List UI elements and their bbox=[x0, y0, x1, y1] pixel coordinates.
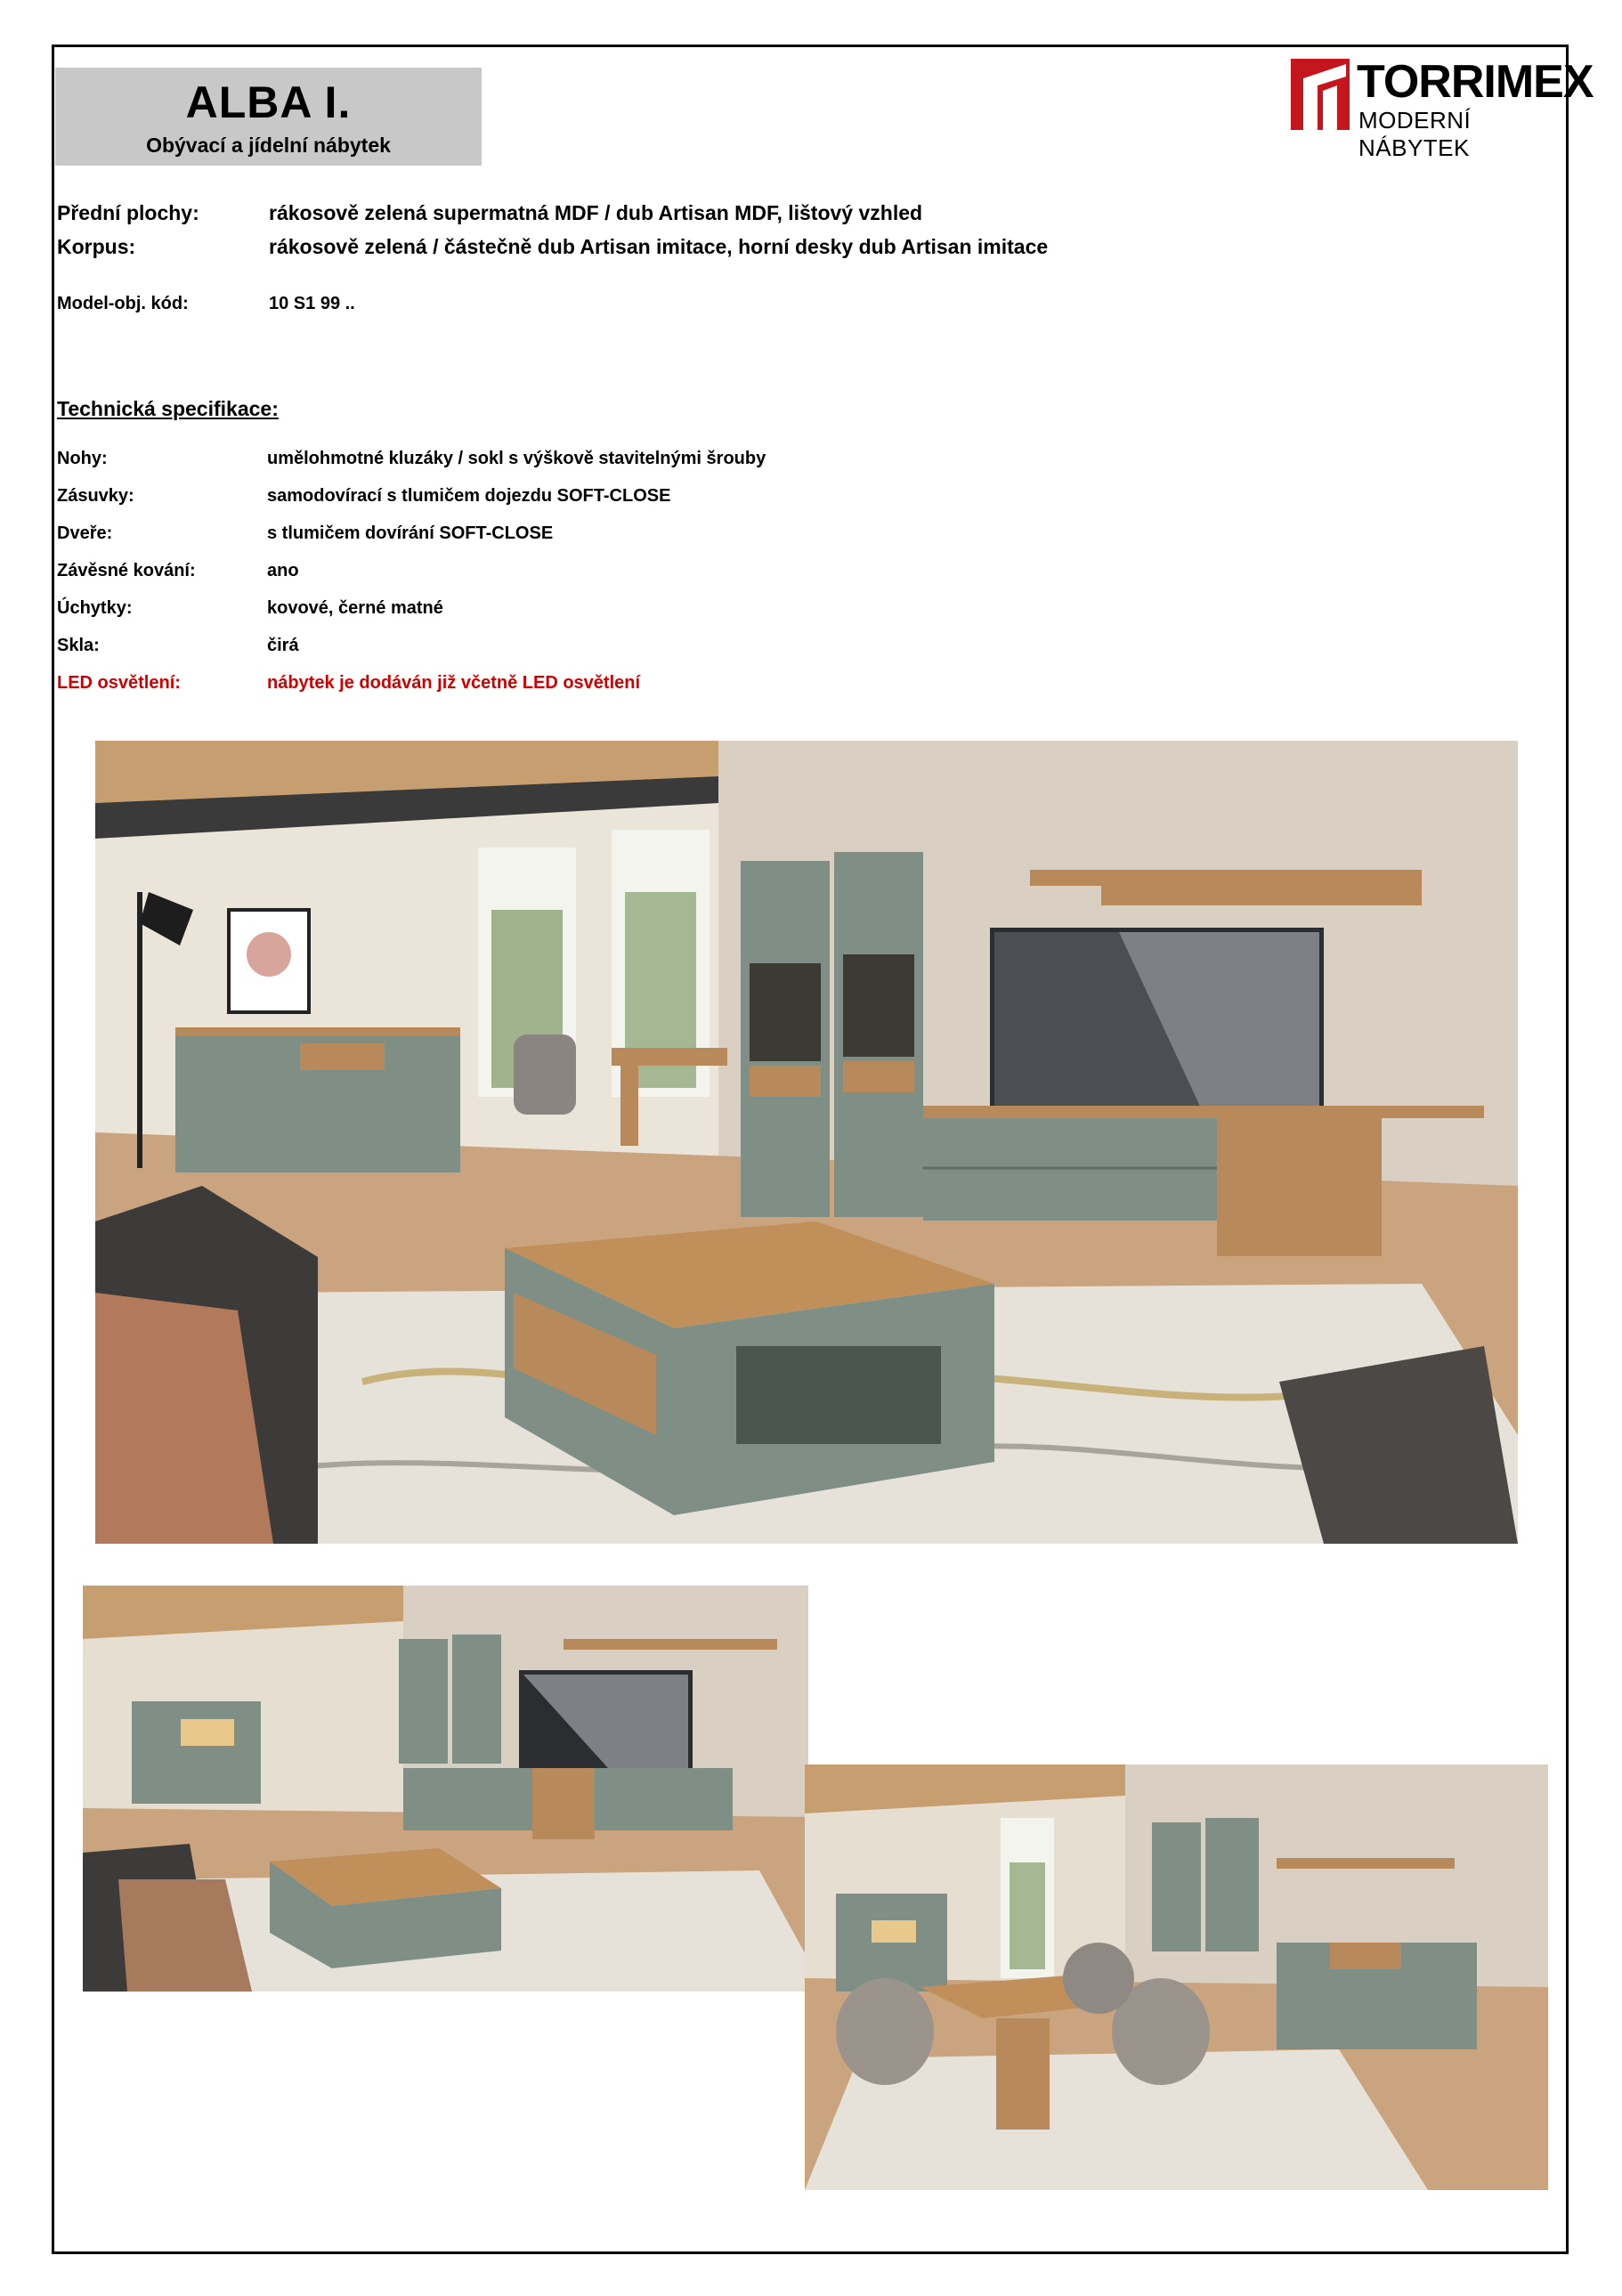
material-front-label: Přední plochy: bbox=[57, 201, 199, 224]
model-code-value: 10 S1 99 .. bbox=[269, 294, 355, 313]
spec-value: ano bbox=[267, 561, 299, 580]
title-box bbox=[55, 68, 482, 166]
spec-value: samodovírací s tlumičem dojezdu SOFT-CLOSE bbox=[267, 486, 671, 506]
logo-tagline: MODERNÍ NÁBYTEK bbox=[1358, 107, 1472, 161]
page-subtitle: Obývací a jídelní nábytek bbox=[146, 134, 391, 157]
spec-heading: Technická specifikace: bbox=[57, 397, 279, 420]
spec-value: čirá bbox=[267, 636, 299, 655]
spec-label: Skla: bbox=[57, 636, 100, 655]
page-title: ALBA I. bbox=[185, 77, 352, 127]
logo-brand: TORRIMEX bbox=[1357, 56, 1594, 108]
spec-label: Zásuvky: bbox=[57, 486, 134, 506]
logo-mark-icon bbox=[1291, 59, 1350, 130]
spec-label: Nohy: bbox=[57, 449, 108, 468]
material-body-value: rákosově zelená / částečně dub Artisan imitace, horní desky dub Artisan imitace bbox=[269, 235, 1049, 258]
spec-value: nábytek je dodáván již včetně LED osvětlení bbox=[267, 673, 641, 693]
spec-value: s tlumičem dovírání SOFT-CLOSE bbox=[267, 523, 554, 543]
main-room-photo bbox=[95, 741, 1518, 1544]
torrimex-logo bbox=[1291, 55, 1594, 161]
material-body-label: Korpus: bbox=[57, 235, 136, 258]
spec-value: umělohmotné kluzáky / sokl s výškově stavitelnými šrouby bbox=[267, 449, 766, 468]
spec-label: Úchytky: bbox=[57, 598, 133, 618]
material-front-value: rákosově zelená supermatná MDF / dub Artisan MDF, lištový vzhled bbox=[269, 201, 923, 224]
spec-label: Dveře: bbox=[57, 523, 113, 543]
spec-value: kovové, černé matné bbox=[267, 598, 443, 618]
spec-label: LED osvětlení: bbox=[57, 673, 181, 693]
room-photo-secondary bbox=[83, 1586, 808, 1992]
spec-label: Závěsné kování: bbox=[57, 561, 196, 580]
dining-photo bbox=[805, 1765, 1548, 2190]
model-code-label: Model-obj. kód: bbox=[57, 294, 189, 313]
